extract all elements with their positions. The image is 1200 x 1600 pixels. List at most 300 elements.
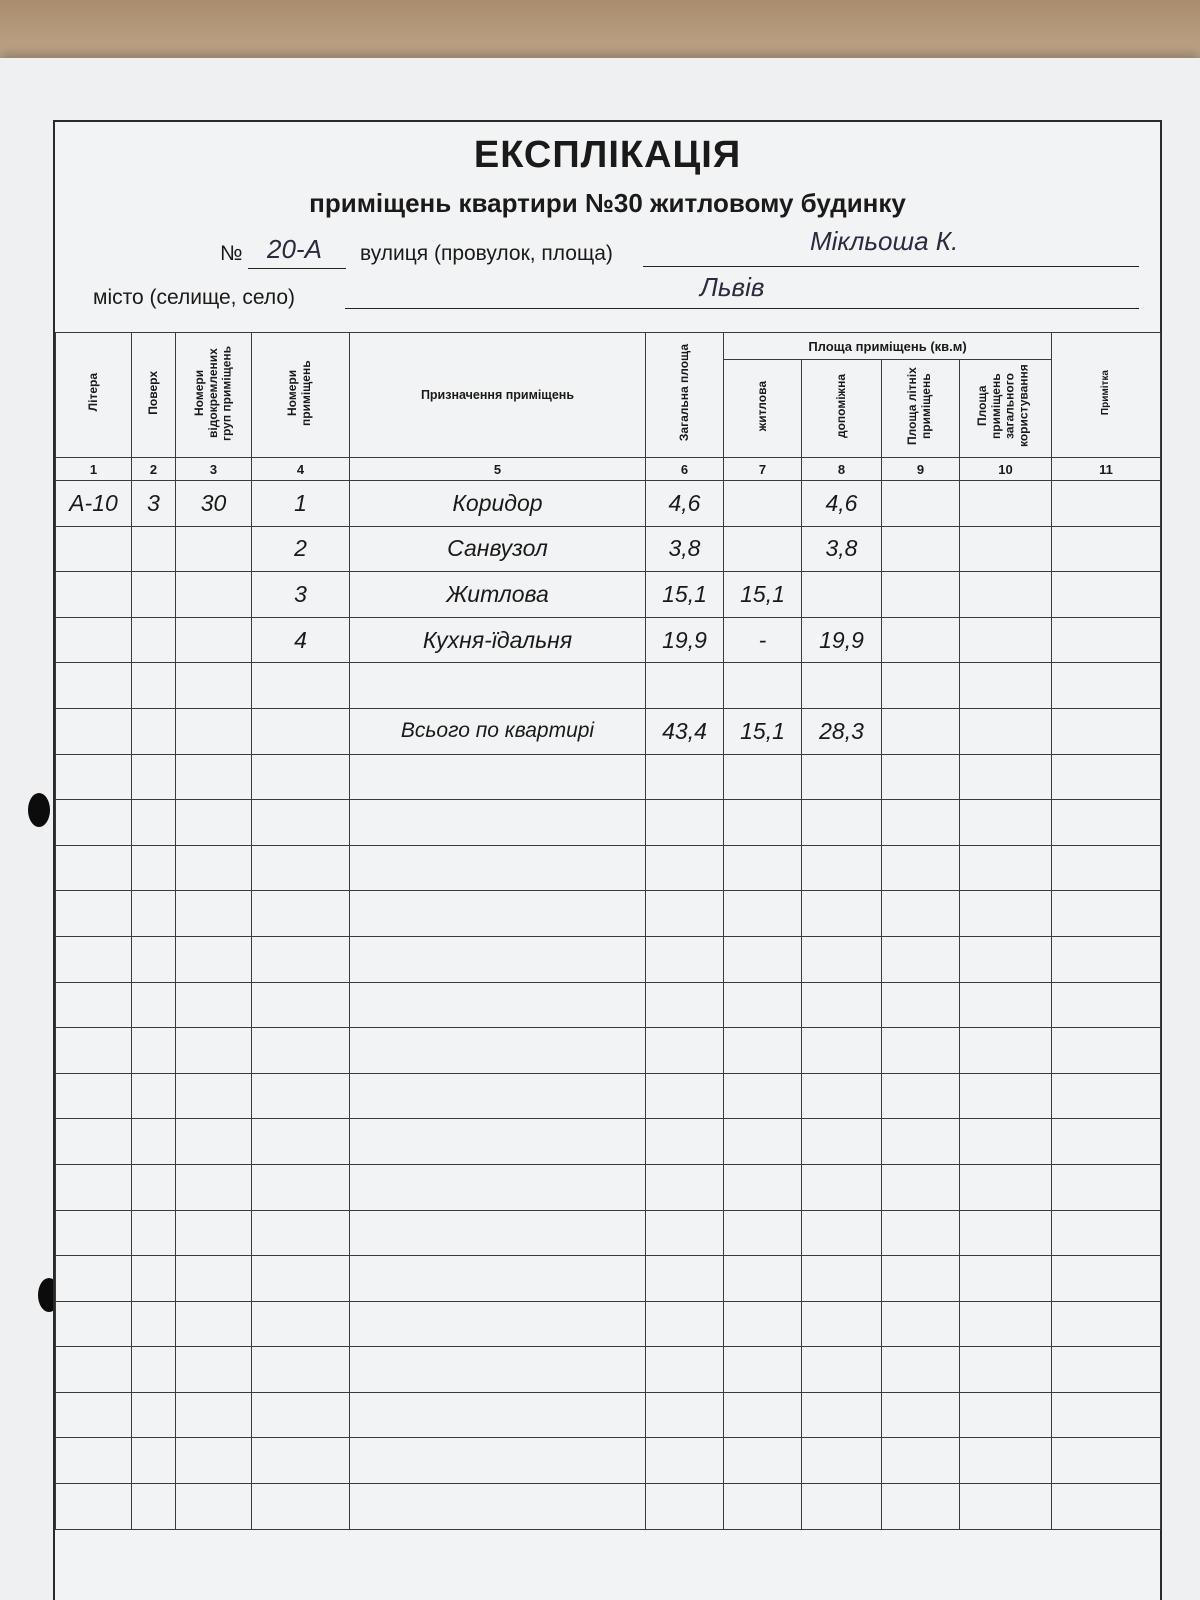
table-cell	[802, 663, 882, 709]
table-cell	[960, 982, 1052, 1028]
table-cell	[882, 891, 960, 937]
table-cell	[646, 845, 724, 891]
table-cell	[882, 481, 960, 527]
table-cell	[802, 1119, 882, 1165]
table-cell	[56, 1256, 132, 1302]
table-cell	[646, 1256, 724, 1302]
table-cell	[724, 936, 802, 982]
table-cell	[1052, 1119, 1161, 1165]
table-cell	[56, 1484, 132, 1530]
table-cell	[176, 754, 252, 800]
table-cell	[132, 572, 176, 618]
table-cell	[646, 891, 724, 937]
table-cell	[646, 1392, 724, 1438]
table-cell	[252, 1484, 350, 1530]
table-cell	[252, 1210, 350, 1256]
table-cell	[1052, 982, 1161, 1028]
table-cell	[1052, 891, 1161, 937]
table-cell	[724, 481, 802, 527]
explication-table	[55, 332, 1161, 1530]
table-cell	[132, 526, 176, 572]
column-number: 7	[724, 458, 802, 481]
table-cell	[252, 663, 350, 709]
table-cell	[56, 572, 132, 618]
table-cell	[882, 708, 960, 754]
table-cell	[176, 891, 252, 937]
table-cell	[802, 1484, 882, 1530]
table-cell	[724, 1301, 802, 1347]
table-cell	[646, 1210, 724, 1256]
empty-table-row	[56, 982, 1161, 1028]
table-cell: Житлова	[350, 572, 646, 618]
table-cell	[882, 800, 960, 846]
table-cell	[882, 1256, 960, 1302]
table-cell	[960, 663, 1052, 709]
column-number: 10	[960, 458, 1052, 481]
table-cell	[56, 1073, 132, 1119]
table-cell	[176, 708, 252, 754]
empty-table-row	[56, 1164, 1161, 1210]
table-cell	[1052, 1210, 1161, 1256]
table-cell	[132, 663, 176, 709]
table-cell	[176, 800, 252, 846]
table-cell: 4	[252, 617, 350, 663]
column-number: 2	[132, 458, 176, 481]
table-cell	[646, 1438, 724, 1484]
table-cell	[882, 1347, 960, 1393]
table-cell	[724, 982, 802, 1028]
table-cell	[960, 936, 1052, 982]
table-row	[56, 708, 1161, 754]
explication-form	[53, 120, 1162, 1600]
table-cell	[1052, 936, 1161, 982]
table-cell	[176, 572, 252, 618]
table-cell	[1052, 1347, 1161, 1393]
table-cell	[1052, 617, 1161, 663]
table-cell	[802, 572, 882, 618]
table-cell	[882, 1028, 960, 1074]
table-cell	[132, 845, 176, 891]
table-cell	[882, 754, 960, 800]
empty-table-row	[56, 1028, 1161, 1074]
empty-table-row	[56, 1347, 1161, 1393]
table-cell	[56, 526, 132, 572]
table-cell	[176, 617, 252, 663]
table-cell	[882, 526, 960, 572]
table-cell: 30	[176, 481, 252, 527]
table-cell	[882, 982, 960, 1028]
table-cell: 1	[252, 481, 350, 527]
area-group-header: Площа приміщень (кв.м)	[724, 333, 1052, 360]
table-cell	[882, 1073, 960, 1119]
table-cell	[960, 572, 1052, 618]
table-cell: Кухня-їдальня	[350, 617, 646, 663]
table-cell	[802, 754, 882, 800]
col-header-common-area: Площа приміщень загального користування	[960, 360, 1052, 458]
table-cell	[882, 845, 960, 891]
table-cell	[646, 982, 724, 1028]
empty-table-row	[56, 1073, 1161, 1119]
punch-hole	[28, 793, 50, 827]
table-cell	[1052, 1392, 1161, 1438]
table-cell	[252, 845, 350, 891]
table-cell	[56, 982, 132, 1028]
table-cell	[882, 617, 960, 663]
table-cell: 3,8	[802, 526, 882, 572]
table-cell	[646, 663, 724, 709]
col-header-group-numbers: Номери відокремлених груп приміщень	[176, 333, 252, 458]
table-cell	[882, 663, 960, 709]
table-cell	[1052, 1256, 1161, 1302]
table-cell	[1052, 481, 1161, 527]
number-label: №	[220, 242, 243, 265]
table-cell	[132, 617, 176, 663]
table-cell	[176, 1256, 252, 1302]
table-cell	[646, 1028, 724, 1074]
table-cell	[724, 1256, 802, 1302]
table-cell	[56, 1119, 132, 1165]
table-cell	[724, 1119, 802, 1165]
table-row	[56, 526, 1161, 572]
table-cell	[252, 1028, 350, 1074]
table-cell	[176, 845, 252, 891]
table-cell	[350, 1347, 646, 1393]
empty-table-row	[56, 1256, 1161, 1302]
document-title: ЕКСПЛІКАЦІЯ	[473, 134, 742, 176]
table-cell	[176, 526, 252, 572]
empty-table-row	[56, 1392, 1161, 1438]
table-cell: А-10	[56, 481, 132, 527]
empty-table-row	[56, 1119, 1161, 1165]
table-cell	[56, 1210, 132, 1256]
table-cell	[252, 1347, 350, 1393]
table-cell	[646, 754, 724, 800]
table-cell	[132, 1028, 176, 1074]
table-cell	[1052, 754, 1161, 800]
column-number: 5	[350, 458, 646, 481]
table-cell	[350, 1301, 646, 1347]
table-cell	[960, 1119, 1052, 1165]
table-cell: 19,9	[802, 617, 882, 663]
table-cell	[882, 1164, 960, 1210]
col-header-litera: Літера	[56, 333, 132, 458]
table-cell	[350, 982, 646, 1028]
table-cell	[724, 845, 802, 891]
table-cell	[802, 1392, 882, 1438]
column-number: 3	[176, 458, 252, 481]
table-cell	[132, 708, 176, 754]
table-cell	[132, 1164, 176, 1210]
table-row	[56, 572, 1161, 618]
table-cell	[724, 891, 802, 937]
table-cell	[350, 936, 646, 982]
table-cell	[1052, 708, 1161, 754]
table-cell	[252, 1073, 350, 1119]
table-cell	[646, 1164, 724, 1210]
table-cell	[252, 1119, 350, 1165]
table-cell	[802, 845, 882, 891]
table-cell	[56, 708, 132, 754]
table-cell	[176, 1484, 252, 1530]
table-cell	[960, 891, 1052, 937]
table-cell	[724, 663, 802, 709]
table-cell	[350, 845, 646, 891]
table-cell	[960, 526, 1052, 572]
table-cell	[646, 1073, 724, 1119]
table-row	[56, 481, 1161, 527]
table-cell	[646, 1484, 724, 1530]
building-number: 20-А	[267, 234, 322, 264]
table-cell	[802, 1301, 882, 1347]
table-cell	[350, 1438, 646, 1484]
city-underline	[345, 308, 1139, 309]
table-cell	[56, 1438, 132, 1484]
table-cell	[350, 800, 646, 846]
table-cell: 19,9	[646, 617, 724, 663]
table-cell	[960, 1301, 1052, 1347]
table-cell	[132, 1119, 176, 1165]
table-cell	[724, 1484, 802, 1530]
table-cell	[132, 1392, 176, 1438]
table-cell	[882, 1392, 960, 1438]
table-cell	[960, 1438, 1052, 1484]
table-cell	[646, 936, 724, 982]
table-cell	[56, 1392, 132, 1438]
table-cell	[132, 1301, 176, 1347]
column-number: 1	[56, 458, 132, 481]
col-header-floor: Поверх	[132, 333, 176, 458]
street-underline	[643, 266, 1139, 267]
table-cell	[176, 1392, 252, 1438]
table-cell	[724, 1028, 802, 1074]
table-cell: 4,6	[802, 481, 882, 527]
table-cell	[132, 800, 176, 846]
table-cell	[176, 936, 252, 982]
table-cell	[350, 1164, 646, 1210]
city-label: місто (селище, село)	[93, 286, 295, 309]
table-cell	[350, 891, 646, 937]
table-cell	[176, 982, 252, 1028]
table-cell	[252, 936, 350, 982]
table-row	[56, 617, 1161, 663]
table-cell	[960, 845, 1052, 891]
table-cell	[882, 1484, 960, 1530]
table-cell	[252, 754, 350, 800]
table-cell	[56, 617, 132, 663]
table-cell	[1052, 845, 1161, 891]
table-cell	[132, 1210, 176, 1256]
table-cell	[802, 982, 882, 1028]
table-cell	[252, 1301, 350, 1347]
table-cell	[724, 1073, 802, 1119]
table-cell	[56, 891, 132, 937]
table-cell	[1052, 1301, 1161, 1347]
table-cell	[1052, 1438, 1161, 1484]
table-cell	[56, 1301, 132, 1347]
table-cell: 15,1	[646, 572, 724, 618]
table-cell	[252, 1256, 350, 1302]
city-name: Львів	[700, 272, 765, 302]
table-cell	[252, 708, 350, 754]
table-cell	[176, 663, 252, 709]
table-cell	[56, 1347, 132, 1393]
table-cell	[176, 1164, 252, 1210]
table-cell	[176, 1073, 252, 1119]
table-cell	[176, 1347, 252, 1393]
table-cell	[646, 1347, 724, 1393]
table-cell	[802, 1438, 882, 1484]
table-cell	[132, 982, 176, 1028]
empty-table-row	[56, 936, 1161, 982]
table-cell: -	[724, 617, 802, 663]
table-cell	[882, 1210, 960, 1256]
table-cell: 3	[132, 481, 176, 527]
column-number: 11	[1052, 458, 1161, 481]
table-cell	[56, 754, 132, 800]
table-cell: 3,8	[646, 526, 724, 572]
table-cell: Коридор	[350, 481, 646, 527]
table-cell	[176, 1210, 252, 1256]
table-cell	[882, 1438, 960, 1484]
table-cell	[252, 1164, 350, 1210]
col-header-room-numbers: Номери приміщень	[252, 333, 350, 458]
col-header-total-area: Загальна площа	[646, 333, 724, 458]
table-cell	[1052, 572, 1161, 618]
table-cell	[960, 481, 1052, 527]
table-cell	[1052, 1028, 1161, 1074]
table-cell	[350, 754, 646, 800]
table-cell: 2	[252, 526, 350, 572]
empty-table-row	[56, 1301, 1161, 1347]
table-cell	[252, 1392, 350, 1438]
table-cell: Всього по квартирі	[350, 708, 646, 754]
table-cell	[252, 1438, 350, 1484]
table-cell	[176, 1028, 252, 1074]
table-cell	[252, 982, 350, 1028]
table-cell	[960, 1256, 1052, 1302]
table-cell	[724, 1392, 802, 1438]
table-cell	[350, 1073, 646, 1119]
table-cell	[56, 1028, 132, 1074]
table-cell	[646, 1301, 724, 1347]
table-cell	[960, 800, 1052, 846]
table-cell	[960, 708, 1052, 754]
empty-table-row	[56, 1210, 1161, 1256]
empty-table-row	[56, 1484, 1161, 1530]
table-cell	[646, 1119, 724, 1165]
table-cell: 28,3	[802, 708, 882, 754]
table-cell	[1052, 800, 1161, 846]
table-cell	[132, 1073, 176, 1119]
table-cell	[176, 1301, 252, 1347]
table-cell	[56, 845, 132, 891]
table-cell	[1052, 1484, 1161, 1530]
table-cell: 3	[252, 572, 350, 618]
table-cell	[960, 617, 1052, 663]
table-cell	[1052, 663, 1161, 709]
table-cell	[960, 1164, 1052, 1210]
table-cell: 4,6	[646, 481, 724, 527]
column-number: 4	[252, 458, 350, 481]
table-cell	[176, 1438, 252, 1484]
table-cell: 15,1	[724, 572, 802, 618]
table-cell: 43,4	[646, 708, 724, 754]
col-header-living: житлова	[724, 360, 802, 458]
table-cell	[350, 1210, 646, 1256]
empty-table-row	[56, 754, 1161, 800]
table-cell	[350, 663, 646, 709]
table-cell	[1052, 1164, 1161, 1210]
table-cell	[132, 936, 176, 982]
table-cell	[960, 1484, 1052, 1530]
table-cell	[724, 800, 802, 846]
table-cell: 15,1	[724, 708, 802, 754]
table-cell	[176, 1119, 252, 1165]
table-cell	[802, 1073, 882, 1119]
street-name: Мікльоша К.	[810, 226, 959, 256]
table-cell	[56, 663, 132, 709]
table-cell	[132, 1256, 176, 1302]
column-number: 6	[646, 458, 724, 481]
table-cell	[960, 1073, 1052, 1119]
empty-table-row	[56, 800, 1161, 846]
col-header-summer-area: Площа літніх приміщень	[882, 360, 960, 458]
table-cell	[1052, 1073, 1161, 1119]
table-cell	[724, 1210, 802, 1256]
table-cell	[960, 1210, 1052, 1256]
table-cell	[960, 1392, 1052, 1438]
table-cell	[350, 1028, 646, 1074]
table-cell	[132, 1347, 176, 1393]
empty-table-row	[56, 891, 1161, 937]
table-cell	[882, 572, 960, 618]
table-cell	[802, 1210, 882, 1256]
empty-table-row	[56, 1438, 1161, 1484]
table-cell	[882, 936, 960, 982]
table-cell	[350, 1119, 646, 1165]
column-numbers-row	[56, 458, 1161, 481]
table-cell	[132, 1438, 176, 1484]
col-header-purpose: Призначення приміщень	[350, 333, 646, 458]
table-cell	[1052, 526, 1161, 572]
column-number: 9	[882, 458, 960, 481]
table-cell	[252, 800, 350, 846]
table-row	[56, 663, 1161, 709]
table-cell	[132, 1484, 176, 1530]
street-label: вулиця (провулок, площа)	[360, 242, 613, 265]
table-cell	[882, 1119, 960, 1165]
table-cell	[646, 800, 724, 846]
table-cell	[724, 1164, 802, 1210]
table-cell	[802, 891, 882, 937]
empty-table-row	[56, 845, 1161, 891]
col-header-auxiliary: допоміжна	[802, 360, 882, 458]
table-cell	[802, 936, 882, 982]
table-cell	[802, 1347, 882, 1393]
table-cell	[802, 800, 882, 846]
table-cell	[802, 1256, 882, 1302]
table-cell	[132, 754, 176, 800]
number-underline	[248, 268, 346, 269]
table-cell	[960, 754, 1052, 800]
table-cell	[252, 891, 350, 937]
table-cell	[132, 891, 176, 937]
table-cell: Санвузол	[350, 526, 646, 572]
table-cell	[724, 754, 802, 800]
document-subtitle: приміщень квартири №30 житловому будинку	[309, 188, 906, 218]
table-cell	[802, 1164, 882, 1210]
table-cell	[350, 1256, 646, 1302]
